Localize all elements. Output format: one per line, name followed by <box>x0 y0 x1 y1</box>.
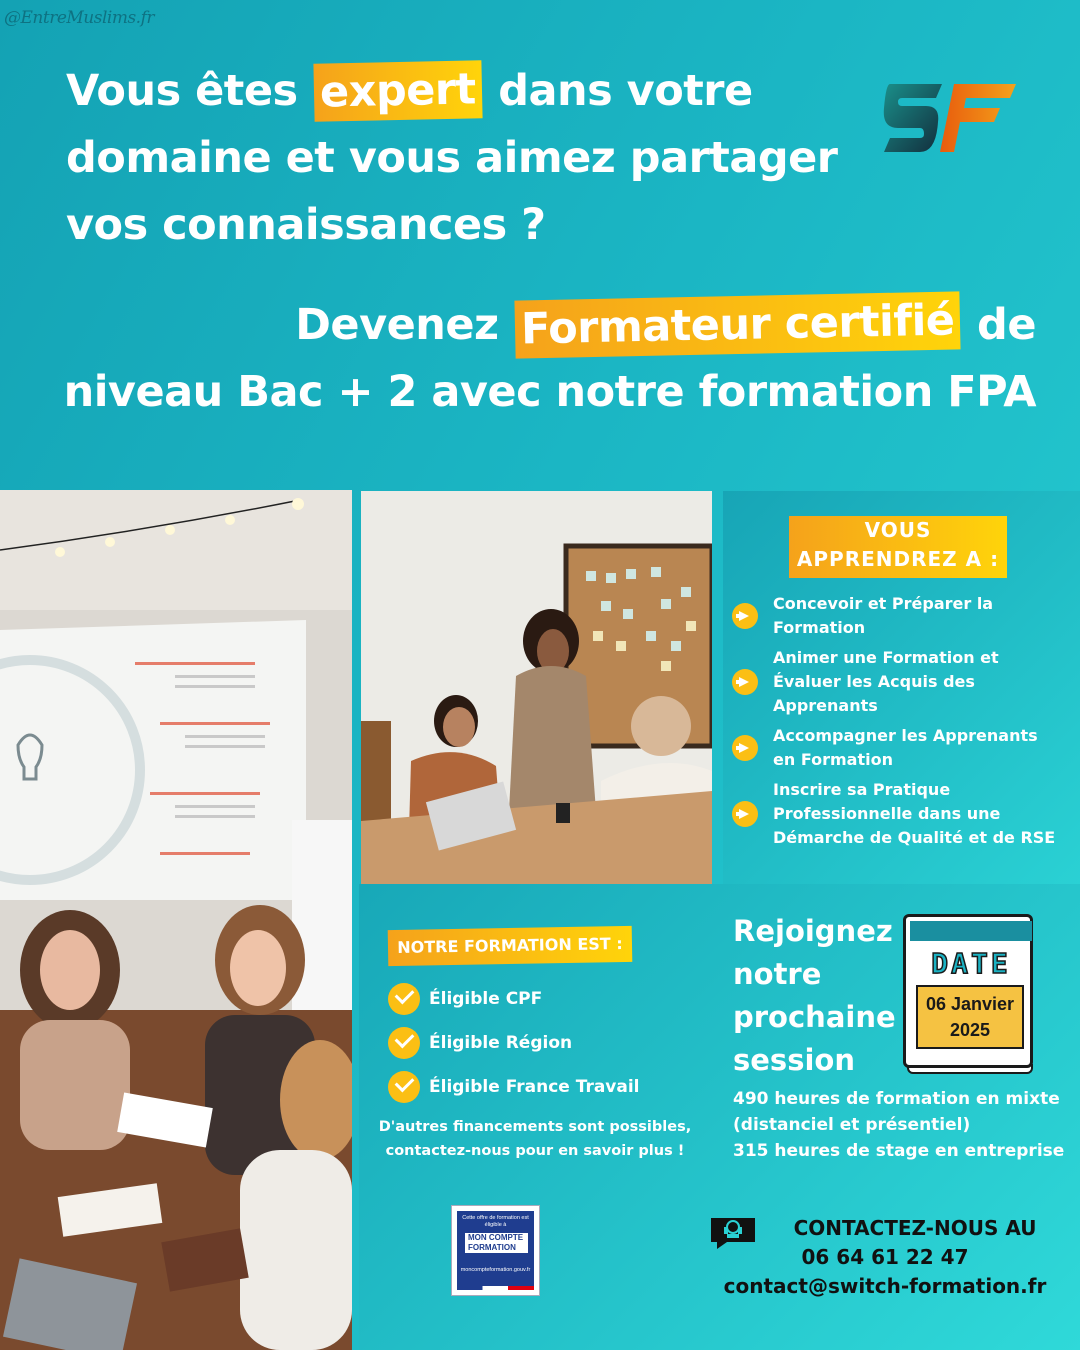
subheadline-highlight: Formateur certifié <box>515 291 962 358</box>
eligibility-label: Éligible Région <box>429 1033 573 1053</box>
cpf-line3: moncompteformation.gouv.fr <box>460 1267 531 1273</box>
learn-item <box>732 646 1062 718</box>
arrow-right-icon <box>732 735 758 761</box>
learn-item <box>732 592 1062 640</box>
arrow-right-icon <box>732 801 758 827</box>
learn-item-label: Inscrire sa Pratique Professionnelle dans une Démarche de Qualité et de RSE <box>773 780 1056 847</box>
eligibility-item <box>388 1072 708 1102</box>
check-icon <box>388 1027 420 1059</box>
learn-item-label: Accompagner les Apprenants en Formation <box>773 726 1038 769</box>
learn-item <box>732 778 1062 850</box>
mon-compte-formation-badge <box>451 1205 540 1296</box>
session-date-day: 06 Janvier <box>925 994 1015 1014</box>
headline-part2: dans votre domaine et vous aimez partager vos connaissances ? <box>66 66 838 250</box>
check-icon <box>388 983 420 1015</box>
hours-line: 315 heures de stage en entreprise <box>733 1141 1065 1161</box>
contact-title: CONTACTEZ-NOUS AU <box>793 1216 1037 1240</box>
learn-item-label: Concevoir et Préparer la Formation <box>773 594 994 637</box>
eligibility-label: Éligible CPF <box>429 989 543 1009</box>
session-date <box>916 985 1024 1049</box>
cpf-line2: MON COMPTE FORMATION <box>465 1233 528 1253</box>
sf-logo-icon <box>880 78 1020 158</box>
eligibility-item <box>388 984 708 1014</box>
contact-block <box>700 1214 1070 1301</box>
headline <box>66 58 866 259</box>
eligibility-item <box>388 1028 708 1058</box>
subheadline-line2: niveau Bac + 2 avec notre formation FPA <box>63 367 1036 417</box>
financing-note: D'autres financements sont possibles, contactez-nous pour en savoir plus ! <box>378 1119 692 1159</box>
subheadline <box>56 292 1036 426</box>
calendar-icon <box>903 914 1035 1076</box>
learn-item <box>732 724 1062 772</box>
arrow-right-icon <box>732 669 758 695</box>
contact-phone[interactable]: 06 64 61 22 47 <box>801 1245 969 1269</box>
formation-title: NOTRE FORMATION EST : <box>388 926 633 966</box>
eligibility-label: Éligible France Travail <box>429 1077 640 1097</box>
hours-line: 490 heures de formation en mixte <box>733 1089 1060 1109</box>
contact-email[interactable]: contact@switch-formation.fr <box>723 1274 1047 1298</box>
headline-part1: Vous êtes <box>66 66 298 116</box>
office-photo <box>361 491 712 884</box>
watermark: @EntreMuslims.fr <box>4 8 154 28</box>
learn-title: VOUS APPRENDREZ A : <box>789 516 1007 578</box>
session-date-year: 2025 <box>949 1020 991 1040</box>
learn-item-label: Animer une Formation et Évaluer les Acquis des Apprenants <box>773 648 999 715</box>
subheadline-part1: Devenez <box>295 300 499 350</box>
subheadline-part2: de <box>977 300 1036 350</box>
calendar-label: DATE <box>931 947 1011 980</box>
check-icon <box>388 1071 420 1103</box>
session-title: Rejoignez notre prochaine session <box>733 914 896 1077</box>
headline-highlight: expert <box>314 60 483 121</box>
arrow-right-icon <box>732 603 758 629</box>
hours-info <box>733 1086 1073 1164</box>
learn-list <box>732 592 1062 856</box>
meeting-photo <box>0 490 352 1350</box>
hours-line: (distanciel et présentiel) <box>733 1115 971 1135</box>
cpf-line1: Cette offre de formation est éligible à <box>462 1215 529 1228</box>
